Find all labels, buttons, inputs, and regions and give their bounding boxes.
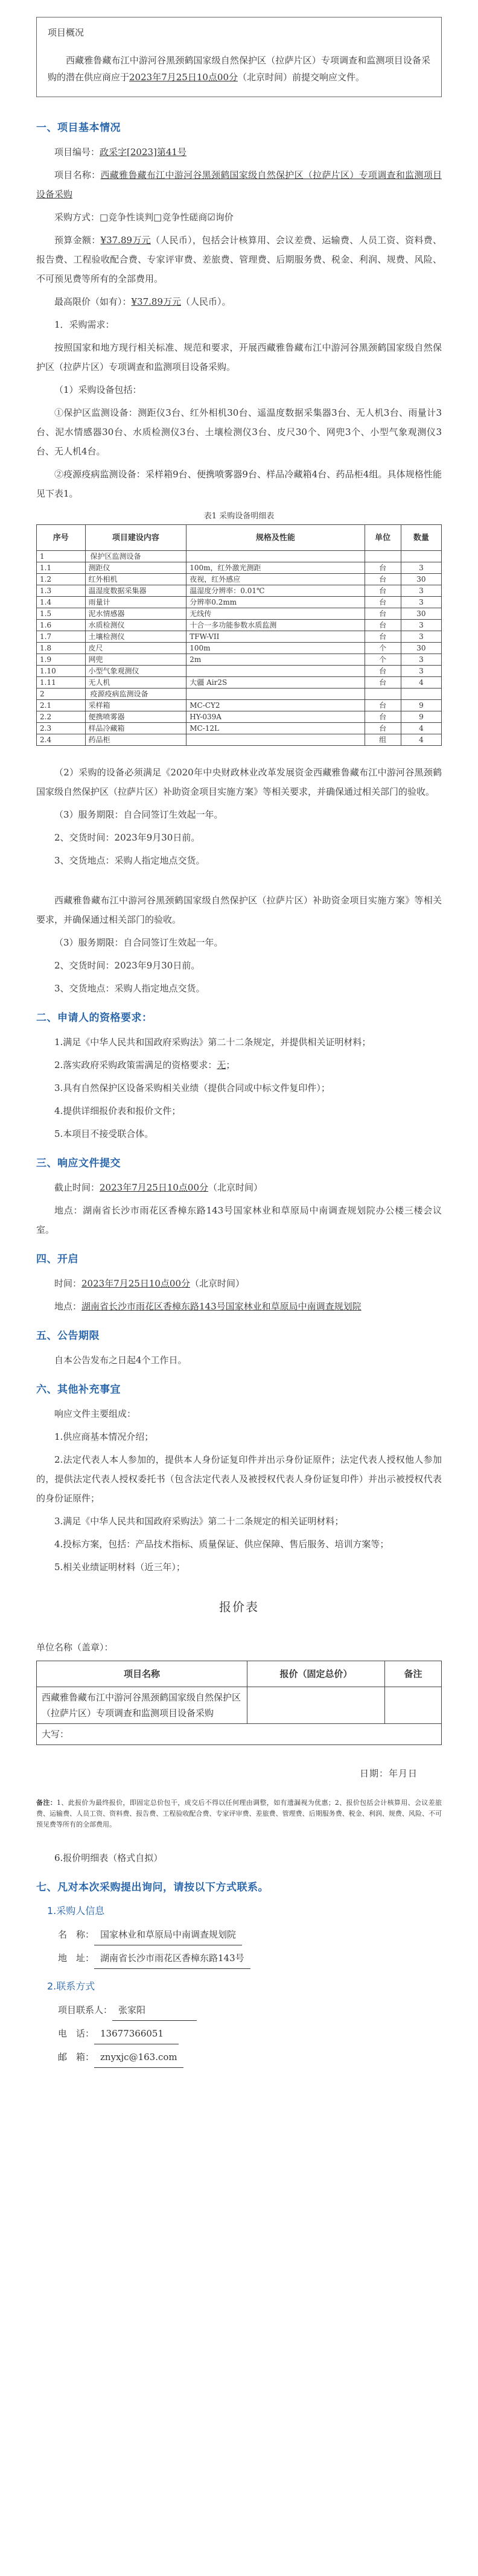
budget-amount: 预算金额：¥37.89万元（人民币），包括会计核算用、会议差费、运输费、人员工资、资料费、报告费、工程验收配合费、专家评审费、差旅费、管理费、后期服务费、税金、利润、规费、风险、不可预见费等所有的全部费用。	[36, 235, 442, 284]
section-other-title: 六、其他补充事宜	[36, 1384, 121, 1396]
equipment-row: 1.4 雨量计 分辨率0.2mm 台 3	[37, 597, 442, 608]
delivery-place-repeat: 3、交货地点：采购人指定地点交货。	[54, 983, 205, 994]
equipment-table-caption: 表1 采购设备明细表	[203, 512, 275, 521]
response-docs-heading: 响应文件主要组成：	[54, 1408, 136, 1419]
purchaser-name: 名 称： 国家林业和草原局中南调查规划院	[58, 1924, 442, 1945]
quote-daxie-row: 大写：	[37, 1724, 442, 1745]
equipment-row: 1.9 网兜 2m 个 3	[37, 654, 442, 666]
service-period-repeat: （3）服务期限：自合同签订生效起一年。	[54, 937, 223, 948]
service-period: （3）服务期限：自合同签订生效起一年。	[54, 809, 223, 820]
notice-period: 自本公告发布之日起4个工作日。	[54, 1355, 187, 1366]
equipment-compliance-repeat: 西藏雅鲁藏布江中游河谷黑颈鹤国家级自然保护区（拉萨片区）补助资金项目实施方案》等相关要求，并确保通过相关部门的验收。	[36, 895, 442, 925]
delivery-time: 2、交货时间：2023年9月30日前。	[54, 832, 200, 843]
quote-detail-item: 6.报价明细表（格式自拟）	[54, 1852, 163, 1863]
announcement-page	[36, 17, 442, 2070]
procurement-method: 采购方式：□竞争性谈判□竞争性磋商☑询价	[54, 212, 234, 223]
qualification-1: 1.满足《中华人民共和国政府采购法》第二十二条规定，并提供相关证明材料；	[54, 1037, 371, 1048]
delivery-time-repeat: 2、交货时间：2023年9月30日前。	[54, 960, 200, 971]
equipment-group-row: 1 保护区监测设备	[37, 551, 442, 562]
overview-body: 西藏雅鲁藏布江中游河谷黑颈鹤国家级自然保护区（拉萨片区）专项调查和监测项目设备采购的潜在供应商应于2023年7月25日10点00分（北京时间）前提交响应文件。	[48, 55, 430, 83]
equipment-row: 2.1 采样箱 MC-CY2 台 9	[37, 700, 442, 711]
section-opening-title: 四、开启	[36, 1253, 78, 1265]
equipment-row: 1.3 温湿度数据采集器 温湿度分辨率：0.01℃ 台 3	[37, 585, 442, 597]
purchaser-info-heading: 1.采购人信息	[47, 1905, 105, 1916]
equipment-heading: （1）采购设备包括：	[54, 384, 142, 395]
contact-person: 项目联系人： 张家阳	[58, 2000, 442, 2021]
max-price: 最高限价（如有）：¥37.89万元（人民币）。	[54, 296, 231, 307]
quote-note: 备注：1、此报价为最终报价，即固定总价包干，成交后不得以任何理由调整，如有遗漏视为优惠；2、报价包括会计核算用、会议差旅费、运输费、人员工资、资料费、报告费、工程验收配合费、专家评审费、差旅费、管理费、后期服务费、税金、利润、规费、风险、不可预见费等所有的全部费用。	[36, 1799, 442, 1828]
qualification-3: 3.具有自然保护区设备采购相关业绩（提供合同或中标文件复印件）；	[54, 1083, 330, 1093]
contact-email[interactable]: 邮 箱： znyxjc@163.com	[58, 2047, 442, 2068]
qualification-5: 5.本项目不接受联合体。	[54, 1128, 154, 1139]
qualification-4: 4.提供详细报价表和报价文件；	[54, 1105, 181, 1116]
equipment-row: 1.6 水质检测仪 十合一多功能参数水质监测 台 3	[37, 620, 442, 631]
section-contact-title: 七、凡对本次采购提出询问，请按以下方式联系。	[36, 1881, 269, 1894]
qualification-2: 2.落实政府采购政策需满足的资格要求：无；	[54, 1060, 235, 1070]
equipment-disease: ②疫源疫病监测设备：采样箱9台、便携喷雾器9台、样品冷藏箱4台、药品柜4组。具体规格性能见下表1。	[36, 469, 442, 499]
quote-title: 报价表	[219, 1600, 259, 1614]
equipment-monitoring: ①保护区监测设备：测距仪3台、红外相机30台、遥温度数据采集器3台、无人机3台、雨量计3台、泥水情感器30台、水质检测仪3台、土壤检测仪3台、皮尺30个、网兜3个、小型气象观测仪3台、无人机4台。	[36, 407, 442, 457]
equipment-group-row: 2 疫源疫病监测设备	[37, 689, 442, 700]
equipment-table-header: 序号 项目建设内容 规格及性能 单位 数量	[37, 525, 442, 551]
equipment-row: 1.10 小型气象观测仪 台 3	[37, 666, 442, 677]
quote-date: 日期：年月日	[359, 1768, 418, 1779]
opening-place: 地点：湖南省长沙市雨花区香樟东路143号国家林业和草原局中南调查规划院	[54, 1301, 362, 1312]
quote-table-row: 西藏雅鲁藏布江中游河谷黑颈鹤国家级自然保护区（拉萨片区）专项调查和监测项目设备采购	[37, 1687, 442, 1724]
project-name: 项目名称：西藏雅鲁藏布江中游河谷黑颈鹤国家级自然保护区（拉萨片区）专项调查和监测项目设备采购	[36, 170, 442, 200]
requirement-text: 按照国家和地方现行相关标准、规范和要求，开展西藏雅鲁藏布江中游河谷黑颈鹤国家级自然保护区（拉萨片区）专项调查和监测项目设备采购。	[36, 342, 442, 372]
section-submission-title: 三、响应文件提交	[36, 1157, 121, 1169]
overview-box	[36, 17, 442, 97]
requirement-heading: 1．采购需求：	[54, 319, 115, 330]
response-doc-1: 1.供应商基本情况介绍；	[54, 1431, 154, 1442]
quote-table-header: 项目名称 报价（固定总价） 备注	[37, 1661, 442, 1687]
purchaser-address: 地 址： 湖南省长沙市雨花区香樟东路143号	[58, 1948, 442, 1969]
section-basic-info-title: 一、项目基本情况	[36, 122, 121, 134]
quote-price-cell[interactable]	[247, 1687, 384, 1724]
response-doc-3: 3.满足《中华人民共和国政府采购法》第二十二条规定的相关证明材料；	[54, 1516, 344, 1527]
submission-place: 地点：湖南省长沙市雨花区香樟东路143号国家林业和草原局中南调查规划院办公楼三楼会议室。	[36, 1205, 442, 1235]
equipment-row: 2.4 药品柜 组 4	[37, 734, 442, 746]
response-doc-2: 2.法定代表人本人参加的，提供本人身份证复印件并出示身份证原件；法定代表人授权他人参加的，提供法定代表人授权委托书（包含法定代表人及被授权代表人身份证复印件）并出示被授权代表的身份证原件；	[36, 1454, 442, 1504]
equipment-row: 1.11 无人机 大疆 Air2S 台 4	[37, 677, 442, 689]
equipment-row: 1.5 泥水情感器 无线传 台 30	[37, 608, 442, 620]
equipment-table	[36, 524, 442, 746]
equipment-row: 1.2 红外相机 夜视，红外感应 台 30	[37, 574, 442, 585]
contact-phone: 电 话： 13677366051	[58, 2023, 442, 2044]
submission-deadline-line: 截止时间：2023年7月25日10点00分（北京时间）	[54, 1182, 263, 1193]
contact-heading: 2.联系方式	[47, 1980, 95, 1992]
submission-deadline: 2023年7月25日10点00分	[129, 72, 238, 83]
equipment-row: 1.1 测距仪 100m，红外激光测距 台 3	[37, 562, 442, 574]
quote-unit-label: 单位名称（盖章）：	[36, 1642, 113, 1653]
delivery-place: 3、交货地点：采购人指定地点交货。	[54, 855, 205, 866]
project-number: 项目编号：政采字[2023]第41号	[54, 147, 186, 157]
equipment-row: 1.7 土壤检测仪 TFW-VII 台 3	[37, 631, 442, 643]
overview-title: 项目概况	[48, 27, 84, 38]
section-qualification-title: 二、申请人的资格要求：	[36, 1012, 153, 1024]
equipment-row: 2.3 样品冷藏箱 MC-12L 台 4	[37, 723, 442, 734]
section-notice-period-title: 五、公告期限	[36, 1330, 100, 1342]
response-doc-5: 5.相关业绩证明材料（近三年）；	[54, 1562, 185, 1573]
quote-note-cell[interactable]	[385, 1687, 442, 1724]
opening-time: 时间：2023年7月25日10点00分（北京时间）	[54, 1278, 245, 1289]
equipment-row: 2.2 便携喷雾器 HY-039A 台 9	[37, 711, 442, 723]
quote-table	[36, 1661, 442, 1745]
response-doc-4: 4.投标方案，包括：产品技术指标、质量保证、供应保障、售后服务、培训方案等；	[54, 1539, 389, 1550]
equipment-compliance: （2）采购的设备必须满足《2020年中央财政林业改革发展资金西藏雅鲁藏布江中游河谷黑颈鹤国家级自然保护区（拉萨片区）补助资金项目实施方案》等相关要求，并确保通过相关部门的验收。	[36, 767, 442, 797]
equipment-row: 1.8 皮尺 100m 个 30	[37, 643, 442, 654]
